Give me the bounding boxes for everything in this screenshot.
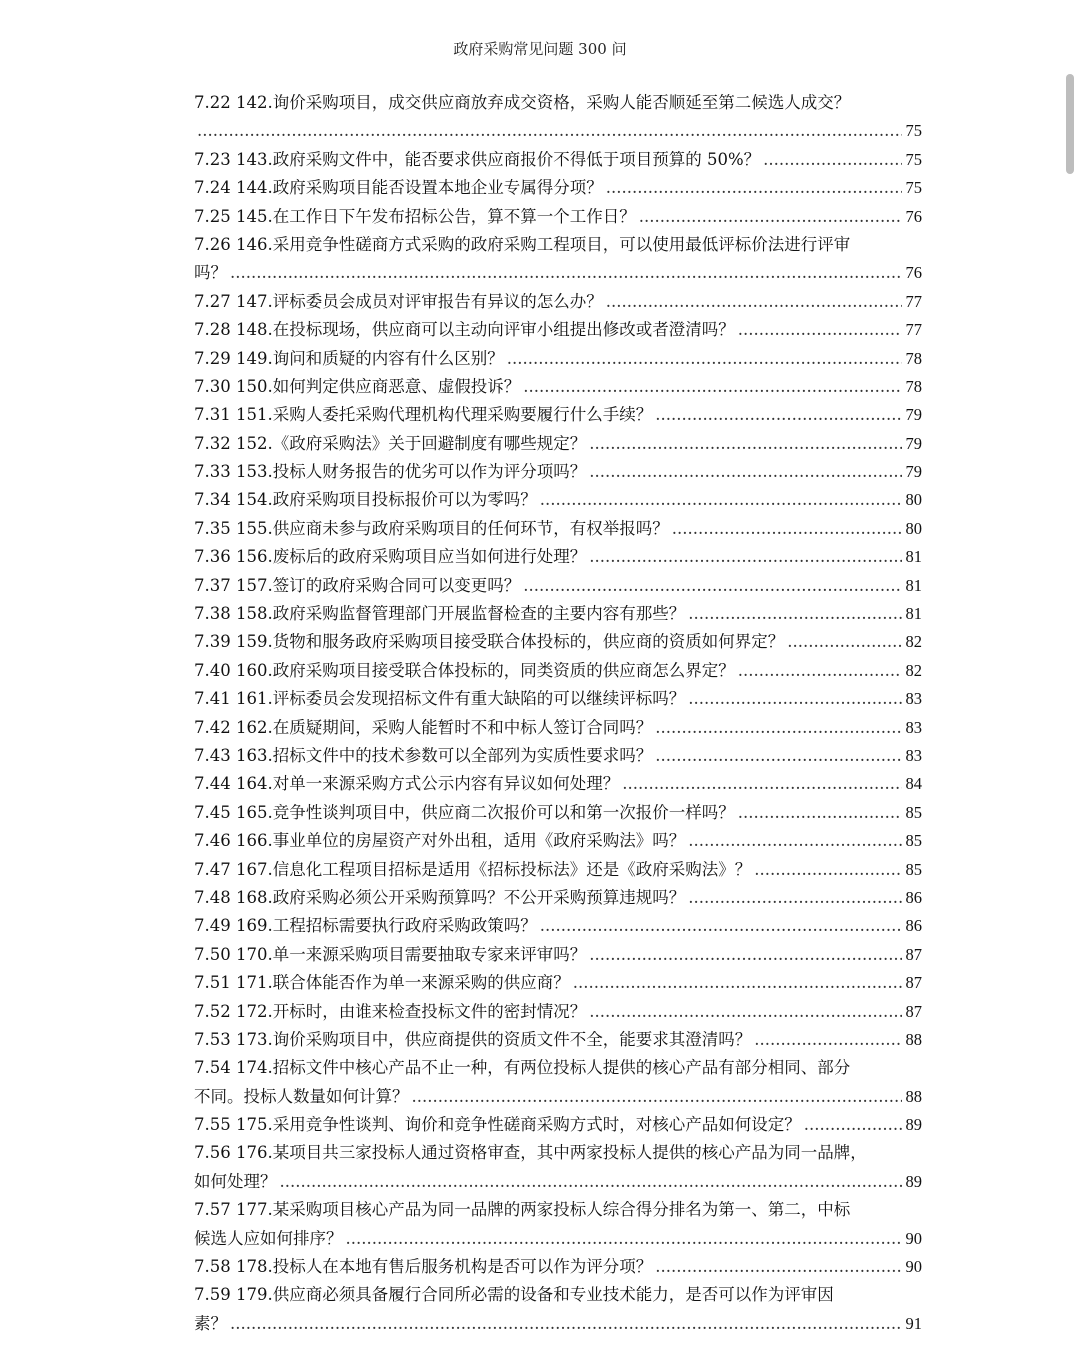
toc-entry-title: 询价采购项目，成交供应商放弃成交资格，采购人能否顺延至第二候选人成交？: [272, 93, 851, 112]
toc-entry-number: 7.56 176.: [194, 1143, 273, 1163]
toc-leader-dots: [412, 1083, 902, 1111]
toc-entry-line: [194, 288, 922, 316]
toc-entry-number: 7.47 167.: [194, 859, 273, 879]
toc-entry[interactable]: [194, 799, 922, 827]
toc-entry-number: 7.44 164.: [194, 774, 273, 794]
toc-entry-number: 7.32 152.: [194, 433, 273, 453]
toc-entry-number: 7.29 149.: [194, 348, 273, 368]
toc-entry-title: 对单一来源采购方式公示内容有异议如何处理？: [272, 774, 620, 794]
toc-entry[interactable]: [194, 1139, 922, 1196]
vertical-scrollbar[interactable]: [1066, 70, 1074, 1330]
toc-page-number: 85: [905, 802, 922, 822]
toc-entry[interactable]: [194, 572, 922, 600]
toc-entry-number: 7.33 153.: [194, 462, 273, 482]
toc-entry-line: [194, 486, 922, 514]
toc-page-number: 79: [905, 462, 922, 482]
toc-leader-dots: [738, 799, 902, 827]
toc-leader-dots: [672, 515, 902, 543]
toc-entry-number: 7.39 159.: [194, 632, 273, 652]
toc-entry-number: 7.42 162.: [194, 717, 273, 737]
toc-leader-dots: [280, 1168, 902, 1196]
toc-leader-dots: [346, 1225, 902, 1253]
toc-entry[interactable]: [194, 685, 922, 713]
toc-entry-title: 在工作日下午发布招标公告，算不算一个工作日？: [272, 206, 636, 226]
toc-leader-dots: [655, 714, 901, 742]
toc-entry-title: 在质疑期间，采购人能暂时不和中标人签订合同吗？: [272, 717, 653, 737]
toc-page-number: 75: [905, 149, 922, 169]
toc-entry-title: 废标后的政府采购项目应当如何进行处理？: [272, 547, 587, 567]
toc-page-number: 87: [905, 973, 922, 993]
toc-page-number: 89: [905, 1115, 922, 1135]
toc-page-number: 91: [905, 1313, 922, 1333]
toc-entry[interactable]: [194, 912, 922, 940]
toc-leader-dots: [230, 259, 902, 287]
toc-entry[interactable]: [194, 543, 922, 571]
toc-entry-number: 7.37 157.: [194, 575, 273, 595]
toc-page-number: 88: [905, 1086, 922, 1106]
toc-page-number: 88: [905, 1029, 922, 1049]
toc-entry-line: [194, 628, 922, 656]
toc-page-number: 82: [905, 660, 922, 680]
toc-entry[interactable]: [194, 231, 922, 288]
toc-entry[interactable]: [194, 969, 922, 997]
toc-entry-line: [194, 742, 922, 770]
toc-entry-line: [194, 231, 922, 259]
scrollbar-thumb[interactable]: [1066, 74, 1074, 174]
toc-entry-number: 7.40 160.: [194, 660, 273, 680]
toc-entry-title: 素？: [194, 1313, 227, 1333]
toc-entry[interactable]: [194, 600, 922, 628]
toc-leader-dots: [688, 600, 901, 628]
toc-entry-line: [194, 174, 922, 202]
toc-entry[interactable]: [194, 1281, 922, 1338]
toc-entry-title: 供应商未参与政府采购项目的任何环节，有权举报吗？: [272, 518, 669, 538]
toc-entry-title: 投标人在本地有售后服务机构是否可以作为评分项？: [272, 1257, 653, 1277]
toc-entry-title: 询问和质疑的内容有什么区别？: [272, 348, 504, 368]
toc-entry-title: 询价采购项目中，供应商提供的资质文件不全，能要求其澄清吗？: [272, 1029, 752, 1049]
toc-entry-title: 《政府采购法》关于回避制度有哪些规定？: [272, 433, 587, 453]
toc-leader-dots: [523, 373, 901, 401]
toc-entry[interactable]: [194, 998, 922, 1026]
toc-entry-line: [194, 1139, 922, 1167]
toc-entry[interactable]: [194, 1253, 922, 1281]
toc-entry-line: [194, 203, 922, 231]
toc-leader-dots: [639, 203, 902, 231]
toc-page-number: 77: [905, 291, 922, 311]
toc-entry-line: [194, 1054, 922, 1082]
toc-entry-continuation: [194, 1168, 922, 1196]
toc-entry[interactable]: [194, 628, 922, 656]
toc-entry-line: [194, 770, 922, 798]
toc-entry-title: 在投标现场，供应商可以主动向评审小组提出修改或者澄清吗？: [272, 320, 735, 340]
toc-leader-dots: [655, 1253, 901, 1281]
toc-leader-dots: [507, 345, 902, 373]
toc-page-number: 76: [905, 206, 922, 226]
toc-entry-continuation: [194, 117, 922, 145]
toc-entry[interactable]: [194, 770, 922, 798]
toc-leader-dots: [655, 401, 901, 429]
toc-entry-number: 7.34 154.: [194, 490, 273, 510]
toc-page-number: 86: [905, 887, 922, 907]
toc-leader-dots: [738, 316, 902, 344]
toc-entry-number: 7.57 177.: [194, 1200, 273, 1220]
toc-entry[interactable]: [194, 174, 922, 202]
toc-page-number: 86: [905, 916, 922, 936]
toc-entry-title: 采用竞争性谈判、询价和竞争性磋商采购方式时，对核心产品如何设定？: [272, 1115, 801, 1135]
toc-entry-title: 投标人财务报告的优劣可以作为评分项吗？: [272, 462, 587, 482]
toc-entry-title: 某项目共三家投标人通过资格审查，其中两家投标人提供的核心产品为同一品牌，: [272, 1143, 867, 1163]
toc-entry-number: 7.54 174.: [194, 1058, 273, 1078]
toc-entry[interactable]: [194, 430, 922, 458]
toc-page-number: 83: [905, 689, 922, 709]
toc-leader-dots: [589, 941, 901, 969]
toc-entry-line: [194, 1111, 922, 1139]
toc-entry[interactable]: [194, 515, 922, 543]
toc-entry-number: 7.38 158.: [194, 604, 273, 624]
toc-leader-dots: [754, 856, 901, 884]
toc-entry[interactable]: [194, 345, 922, 373]
toc-entry-number: 7.53 173.: [194, 1029, 273, 1049]
toc-entry[interactable]: [194, 288, 922, 316]
toc-entry-title: 单一来源采购项目需要抽取专家来评审吗？: [272, 944, 587, 964]
toc-entry-title: 候选人应如何排序？: [194, 1228, 343, 1248]
toc-entry-number: 7.36 156.: [194, 547, 273, 567]
toc-entry-line: [194, 884, 922, 912]
toc-entry-number: 7.50 170.: [194, 944, 273, 964]
toc-page-number: 81: [905, 604, 922, 624]
toc-entry-title: 如何判定供应商恶意、虚假投诉？: [272, 376, 521, 396]
toc-entry-continuation: [194, 1083, 922, 1111]
toc-entry-title: 政府采购项目投标报价可以为零吗？: [272, 490, 537, 510]
toc-entry-title: 政府采购监督管理部门开展监督检查的主要内容有那些？: [272, 604, 686, 624]
toc-entry-line: [194, 89, 922, 117]
toc-leader-dots: [763, 146, 901, 174]
toc-entry-number: 7.35 155.: [194, 518, 273, 538]
page-header-title: 政府采购常见问题 300 问: [453, 40, 627, 58]
toc-entry[interactable]: [194, 373, 922, 401]
toc-entry[interactable]: [194, 856, 922, 884]
toc-page-number: 78: [905, 348, 922, 368]
toc-entry-line: [194, 714, 922, 742]
toc-page-number: 89: [905, 1171, 922, 1191]
toc-entry-line: [194, 856, 922, 884]
toc-leader-dots: [622, 770, 901, 798]
toc-page-number: 80: [905, 518, 922, 538]
toc-leader-dots: [589, 430, 901, 458]
toc-page-number: 90: [905, 1257, 922, 1277]
toc-leader-dots: [655, 742, 901, 770]
toc-leader-dots: [540, 486, 902, 514]
toc-page-number: 83: [905, 745, 922, 765]
toc-entry-number: 7.24 144.: [194, 178, 273, 198]
toc-entry-number: 7.51 171.: [194, 973, 273, 993]
toc-entry-line: [194, 515, 922, 543]
toc-entry[interactable]: [194, 742, 922, 770]
toc-entry-number: 7.45 165.: [194, 802, 273, 822]
toc-entry-title: 评标委员会成员对评审报告有异议的怎么办？: [272, 291, 603, 311]
toc-entry-line: [194, 657, 922, 685]
toc-entry-title: 联合体能否作为单一来源采购的供应商？: [272, 973, 570, 993]
toc-entry[interactable]: [194, 1054, 922, 1111]
toc-page-number: 90: [905, 1228, 922, 1248]
toc-leader-dots: [738, 657, 902, 685]
toc-entry-number: 7.43 163.: [194, 745, 273, 765]
toc-entry-line: [194, 1281, 922, 1309]
toc-entry[interactable]: [194, 316, 922, 344]
toc-entry-line: [194, 1196, 922, 1224]
toc-entry-title: 采购人委托采购代理机构代理采购要履行什么手续？: [272, 405, 653, 425]
toc-entry-continuation: [194, 259, 922, 287]
table-of-contents: [194, 89, 922, 1338]
toc-entry-title: 信息化工程项目招标是适用《招标投标法》还是《政府采购法》？: [272, 859, 752, 879]
toc-entry[interactable]: [194, 941, 922, 969]
toc-page-number: 84: [905, 774, 922, 794]
toc-entry-line: [194, 146, 922, 174]
toc-entry[interactable]: [194, 714, 922, 742]
toc-entry-title: 政府采购项目能否设置本地企业专属得分项？: [272, 178, 603, 198]
toc-entry-line: [194, 827, 922, 855]
toc-entry-title: 政府采购项目接受联合体投标的，同类资质的供应商怎么界定？: [272, 660, 735, 680]
toc-leader-dots: [197, 117, 902, 145]
toc-entry-title: 如何处理？: [194, 1171, 277, 1191]
toc-entry-line: [194, 600, 922, 628]
toc-leader-dots: [230, 1310, 902, 1338]
toc-entry-number: 7.26 146.: [194, 234, 273, 254]
toc-leader-dots: [606, 288, 902, 316]
toc-entry-number: 7.48 168.: [194, 887, 273, 907]
toc-entry[interactable]: [194, 1111, 922, 1139]
toc-page-number: 81: [905, 547, 922, 567]
toc-page-number: 87: [905, 944, 922, 964]
toc-entry-number: 7.58 178.: [194, 1257, 273, 1277]
toc-entry-line: [194, 941, 922, 969]
toc-entry-number: 7.22 142.: [194, 93, 273, 112]
toc-leader-dots: [589, 458, 901, 486]
toc-entry-title: 供应商必须具备履行合同所必需的设备和专业技术能力，是否可以作为评审因: [272, 1285, 834, 1305]
toc-entry-title: 政府采购文件中，能否要求供应商报价不得低于项目预算的 50%？: [272, 149, 761, 169]
toc-entry-number: 7.25 145.: [194, 206, 273, 226]
toc-entry-line: [194, 912, 922, 940]
toc-entry-number: 7.46 166.: [194, 831, 273, 851]
toc-entry-line: [194, 345, 922, 373]
toc-entry-title: 工程招标需要执行政府采购政策吗？: [272, 916, 537, 936]
toc-page-number: 75: [905, 178, 922, 198]
toc-entry-line: [194, 969, 922, 997]
toc-entry-title: 事业单位的房屋资产对外出租，适用《政府采购法》吗？: [272, 831, 686, 851]
toc-entry-continuation: [194, 1310, 922, 1338]
toc-entry-line: [194, 401, 922, 429]
toc-entry-number: 7.27 147.: [194, 291, 273, 311]
toc-entry[interactable]: [194, 203, 922, 231]
toc-entry-title: 招标文件中的技术参数可以全部列为实质性要求吗？: [272, 745, 653, 765]
toc-leader-dots: [754, 1026, 901, 1054]
toc-leader-dots: [688, 884, 901, 912]
toc-entry-title: 评标委员会发现招标文件有重大缺陷的可以继续评标吗？: [272, 689, 686, 709]
toc-page-number: 83: [905, 717, 922, 737]
toc-entry[interactable]: [194, 401, 922, 429]
toc-page-number: 78: [905, 376, 922, 396]
toc-entry-number: 7.52 172.: [194, 1001, 273, 1021]
toc-entry-number: 7.49 169.: [194, 916, 273, 936]
toc-page-number: 79: [905, 405, 922, 425]
toc-page-number: 85: [905, 859, 922, 879]
toc-page-number: 87: [905, 1001, 922, 1021]
toc-page-number: 79: [905, 433, 922, 453]
toc-leader-dots: [573, 969, 902, 997]
toc-entry-title: 不同。投标人数量如何计算？: [194, 1086, 409, 1106]
toc-entry-line: [194, 458, 922, 486]
toc-page-number: 80: [905, 490, 922, 510]
toc-entry[interactable]: [194, 1196, 922, 1253]
toc-entry-title: 政府采购必须公开采购预算吗？不公开采购预算违规吗？: [272, 887, 686, 907]
toc-leader-dots: [688, 685, 901, 713]
toc-entry-line: [194, 373, 922, 401]
toc-leader-dots: [688, 827, 901, 855]
toc-entry[interactable]: [194, 458, 922, 486]
toc-entry-line: [194, 1026, 922, 1054]
toc-entry[interactable]: [194, 827, 922, 855]
toc-page-number: 75: [905, 121, 922, 141]
toc-page-number: 76: [905, 263, 922, 283]
toc-entry-title: 吗？: [194, 263, 227, 283]
toc-page-number: 81: [905, 575, 922, 595]
toc-entry-line: [194, 1253, 922, 1281]
toc-entry[interactable]: [194, 884, 922, 912]
toc-entry-line: [194, 543, 922, 571]
toc-entry-line: [194, 316, 922, 344]
toc-leader-dots: [804, 1111, 902, 1139]
toc-entry-title: 开标时，由谁来检查投标文件的密封情况？: [272, 1001, 587, 1021]
toc-entry-line: [194, 685, 922, 713]
toc-page-number: 85: [905, 831, 922, 851]
toc-entry[interactable]: [194, 486, 922, 514]
toc-leader-dots: [540, 912, 902, 940]
toc-entry-title: 招标文件中核心产品不止一种，有两位投标人提供的核心产品有部分相同、部分: [272, 1058, 851, 1078]
toc-entry-line: [194, 430, 922, 458]
toc-entry-number: 7.55 175.: [194, 1115, 273, 1135]
toc-leader-dots: [589, 998, 901, 1026]
toc-entry-number: 7.28 148.: [194, 320, 273, 340]
toc-entry-title: 竞争性谈判项目中，供应商二次报价可以和第一次报价一样吗？: [272, 802, 735, 822]
toc-entry-number: 7.23 143.: [194, 149, 273, 169]
toc-entry[interactable]: [194, 89, 922, 146]
toc-entry-line: [194, 799, 922, 827]
toc-leader-dots: [787, 628, 901, 656]
toc-leader-dots: [523, 572, 901, 600]
toc-entry-title: 某采购项目核心产品为同一品牌的两家投标人综合得分排名为第一、第二，中标: [272, 1200, 851, 1220]
toc-entry-title: 货物和服务政府采购项目接受联合体投标的，供应商的资质如何界定？: [272, 632, 785, 652]
toc-entry-continuation: [194, 1225, 922, 1253]
toc-leader-dots: [589, 543, 901, 571]
toc-entry[interactable]: [194, 657, 922, 685]
toc-entry-number: 7.59 179.: [194, 1285, 273, 1305]
toc-entry[interactable]: [194, 146, 922, 174]
toc-leader-dots: [606, 174, 902, 202]
toc-entry-title: 签订的政府采购合同可以变更吗？: [272, 575, 521, 595]
toc-entry-line: [194, 572, 922, 600]
toc-entry[interactable]: [194, 1026, 922, 1054]
toc-entry-line: [194, 998, 922, 1026]
toc-entry-title: 采用竞争性磋商方式采购的政府采购工程项目，可以使用最低评标价法进行评审: [272, 234, 851, 254]
toc-entry-number: 7.30 150.: [194, 376, 273, 396]
toc-page-number: 82: [905, 632, 922, 652]
toc-entry-number: 7.31 151.: [194, 405, 273, 425]
toc-page-number: 77: [905, 320, 922, 340]
toc-entry-number: 7.41 161.: [194, 689, 273, 709]
